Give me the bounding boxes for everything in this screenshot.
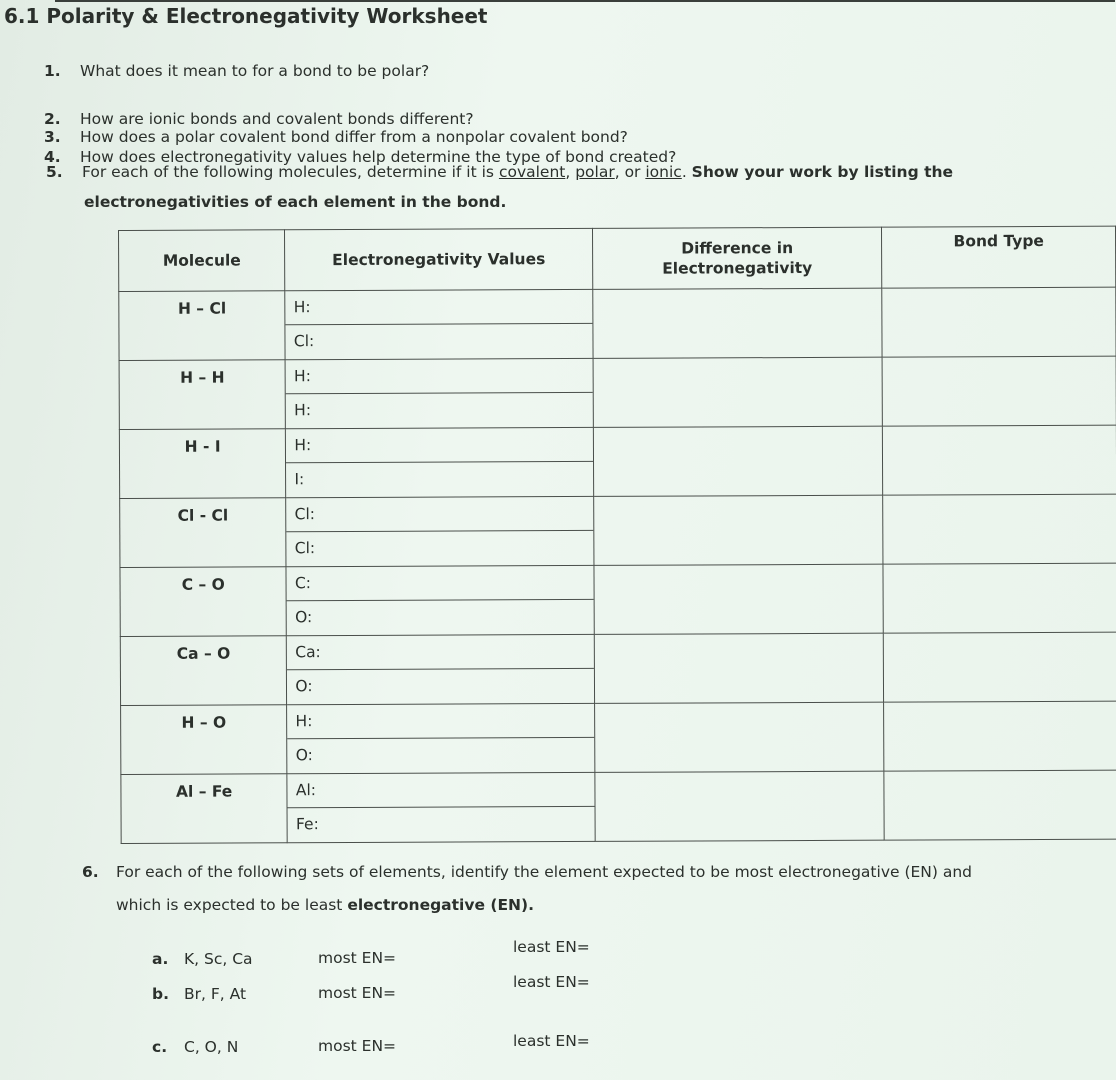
bond-type-cell[interactable] <box>883 563 1116 633</box>
question-number: 5. <box>46 163 63 181</box>
molecule: H – Cl <box>177 299 227 318</box>
bond-table <box>118 226 1116 844</box>
option-ionic: ionic <box>645 163 682 181</box>
q6-item <box>152 985 246 1003</box>
table-row <box>120 632 1116 705</box>
element-1-label: C: <box>294 574 312 593</box>
element-1-label: H: <box>294 436 312 455</box>
molecule: C – O <box>181 575 225 594</box>
page-title: 6.1 Polarity & Electronegativity Worksheet <box>4 4 488 28</box>
table-row <box>121 701 1116 774</box>
en-values-cell[interactable] <box>286 565 594 635</box>
difference-cell[interactable] <box>594 633 884 703</box>
difference-cell[interactable] <box>594 702 884 772</box>
option-covalent: covalent <box>498 163 566 181</box>
element-1-label: Ca: <box>295 643 321 662</box>
en-values-cell[interactable] <box>287 772 595 842</box>
table-row <box>120 563 1116 636</box>
separator: , or <box>614 163 646 181</box>
least-en-label: least EN= <box>513 938 590 956</box>
question-5 <box>46 163 953 181</box>
bond-type-cell[interactable] <box>883 425 1116 495</box>
question-6-line2 <box>116 896 534 914</box>
bond-type-cell[interactable] <box>883 494 1116 564</box>
element-2-label: O: <box>288 737 595 772</box>
question-text: For each of the following sets of elements, identify the element expected to be most electronegative (EN) and <box>116 863 973 881</box>
molecule: H - I <box>184 437 221 456</box>
table-row <box>120 494 1116 567</box>
element-1-label: H: <box>293 367 311 386</box>
element-2-label: Cl: <box>286 323 593 358</box>
molecule-cell <box>120 498 287 568</box>
q6-item <box>152 1038 238 1056</box>
item-letter: c. <box>152 1038 168 1056</box>
question-text: which is expected to be least <box>116 896 348 914</box>
question-text: How are ionic bonds and covalent bonds different? <box>80 110 474 128</box>
instruction-bold: Show your work by listing the <box>691 163 954 181</box>
header-difference: Difference in Electronegativity <box>592 227 882 289</box>
question-3 <box>44 128 628 146</box>
element-1-label: Cl: <box>294 505 316 524</box>
most-en-label: most EN= <box>318 984 397 1002</box>
element-2-label: H: <box>286 392 593 427</box>
question-number: 4. <box>44 148 61 166</box>
en-values-cell[interactable] <box>287 634 595 704</box>
table-row <box>119 287 1116 360</box>
most-en-label: most EN= <box>318 1037 397 1055</box>
en-values-cell[interactable] <box>285 289 593 359</box>
difference-cell[interactable] <box>595 771 885 841</box>
question-1 <box>44 62 429 80</box>
least-en-label: least EN= <box>513 973 590 991</box>
element-2-label: O: <box>287 599 594 634</box>
bond-type-cell[interactable] <box>884 701 1116 771</box>
question-number: 2. <box>44 110 61 128</box>
element-1-label: H: <box>295 712 313 731</box>
difference-cell[interactable] <box>593 288 883 358</box>
least-en-label: least EN= <box>513 1032 590 1050</box>
element-set: Br, F, At <box>184 985 247 1003</box>
molecule: H – H <box>180 368 225 387</box>
element-2-label: Cl: <box>287 530 594 565</box>
separator: . <box>681 163 692 181</box>
question-text: What does it mean to for a bond to be polar? <box>80 62 430 80</box>
element-2-label: I: <box>286 461 593 496</box>
table-row <box>119 356 1116 429</box>
element-set: K, Sc, Ca <box>184 950 253 968</box>
most-en-label: most EN= <box>318 949 397 967</box>
table-header-row <box>119 226 1116 291</box>
question-5-continuation: electronegativities of each element in the bond. <box>84 193 507 211</box>
difference-cell[interactable] <box>593 426 883 496</box>
item-letter: a. <box>152 950 169 968</box>
bond-type-cell[interactable] <box>884 770 1116 840</box>
difference-cell[interactable] <box>593 357 883 427</box>
molecule-cell <box>119 360 286 430</box>
molecule-cell <box>120 636 287 706</box>
separator: , <box>565 163 576 181</box>
molecule: Al – Fe <box>175 782 233 801</box>
question-2 <box>44 110 474 128</box>
molecule: H – O <box>181 713 227 732</box>
molecule-cell <box>121 705 288 775</box>
question-text: How does a polar covalent bond differ from a nonpolar covalent bond? <box>80 128 628 146</box>
en-values-cell[interactable] <box>285 358 593 428</box>
difference-cell[interactable] <box>594 564 884 634</box>
element-1-label: H: <box>293 298 311 317</box>
question-number: 3. <box>44 128 61 146</box>
name-line <box>55 0 1115 2</box>
element-set: C, O, N <box>184 1038 239 1056</box>
header-molecule: Molecule <box>119 230 286 292</box>
table-row <box>119 425 1116 498</box>
molecule-cell <box>119 429 286 499</box>
question-text: For each of the following molecules, determine if it is <box>82 163 499 181</box>
header-en-values: Electronegativity Values <box>285 228 593 290</box>
element-2-label: Fe: <box>288 806 595 841</box>
question-number: 6. <box>82 863 99 881</box>
question-6 <box>82 863 972 881</box>
bond-type-cell[interactable] <box>882 356 1116 426</box>
molecule: Cl - Cl <box>177 506 229 525</box>
bond-type-cell[interactable] <box>884 632 1116 702</box>
item-letter: b. <box>152 985 169 1003</box>
molecule-cell <box>121 774 288 844</box>
molecule: Ca – O <box>176 644 231 663</box>
difference-cell[interactable] <box>593 495 883 565</box>
question-text-bold: electronegative (EN). <box>347 896 534 914</box>
en-values-cell[interactable] <box>286 427 594 497</box>
question-text: How does electronegativity values help determine the type of bond created? <box>80 148 677 166</box>
element-2-label: O: <box>287 668 594 703</box>
en-values-cell[interactable] <box>286 496 594 566</box>
molecule-cell <box>120 567 287 637</box>
table-row <box>121 770 1116 843</box>
q6-item <box>152 950 253 968</box>
en-values-cell[interactable] <box>287 703 595 773</box>
header-bond-type: Bond Type <box>882 226 1116 288</box>
question-number: 1. <box>44 62 61 80</box>
element-1-label: Al: <box>295 781 317 800</box>
option-polar: polar <box>575 163 615 181</box>
bond-type-cell[interactable] <box>882 287 1116 357</box>
molecule-cell <box>119 291 286 361</box>
